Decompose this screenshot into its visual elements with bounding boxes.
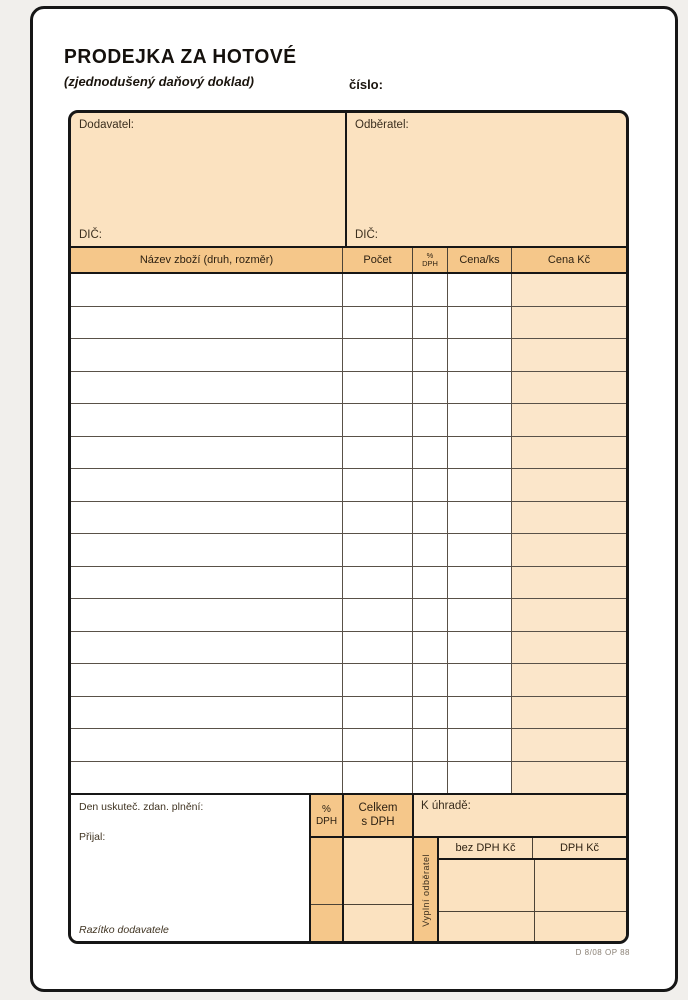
cell-total-price [512,469,626,501]
cell-item-name [71,729,343,761]
cell-total-price [512,632,626,664]
vat-header-percent: % [426,251,434,261]
column-header-total-price: Cena Kč [547,253,591,266]
cell-total-price [512,697,626,729]
cell-quantity [343,274,413,306]
cell-vat-rate [413,762,448,794]
cell-unit-price [448,339,512,371]
cell-total-price [512,437,626,469]
cell-quantity [343,729,413,761]
cell-unit-price [448,664,512,696]
total-with-vat-cell [344,795,414,838]
cell-unit-price [448,567,512,599]
customer-box [347,113,626,246]
table-row [71,762,626,794]
cell-item-name [71,502,343,534]
cell-item-name [71,274,343,306]
cell-item-name [71,664,343,696]
cell-total-price [512,404,626,436]
column-header-vat-rate [413,248,448,272]
cell-vat-rate [413,632,448,664]
table-row [71,632,626,665]
table-row [71,599,626,632]
cell-vat-rate [413,502,448,534]
vat-amount-header: DPH Kč [559,842,600,854]
cell-total-price [512,274,626,306]
cell-unit-price [448,404,512,436]
cell-unit-price [448,307,512,339]
vat-breakdown-header [439,838,626,860]
cell-vat-rate [413,469,448,501]
cell-quantity [343,307,413,339]
cell-item-name [71,534,343,566]
column-header-quantity: Počet [343,248,413,272]
total-with-vat-line1: Celkem [358,801,398,814]
cell-vat-rate [413,274,448,306]
totals-section [71,793,626,941]
cell-total-price [512,664,626,696]
cell-item-name [71,339,343,371]
cell-unit-price [448,274,512,306]
form-body [68,110,629,944]
customer-fills-in-label: Vyplní odběratel [420,854,431,927]
cell-item-name [71,404,343,436]
cell-vat-rate [413,697,448,729]
cell-total-price [512,534,626,566]
table-row [71,339,626,372]
table-row [71,469,626,502]
cell-unit-price [448,697,512,729]
cell-item-name [71,437,343,469]
table-row [71,567,626,600]
taxable-date-label: Den uskuteč. zdan. plnění: [79,801,204,813]
cell-unit-price [448,469,512,501]
cell-quantity [343,599,413,631]
table-row [71,307,626,340]
cell-vat-rate [413,372,448,404]
cell-unit-price [448,372,512,404]
vat-breakdown-column-divider [534,860,535,943]
table-row [71,534,626,567]
table-row [71,404,626,437]
cell-vat-rate [413,534,448,566]
cell-quantity [343,664,413,696]
cell-vat-rate [413,599,448,631]
cell-total-price [512,502,626,534]
cell-item-name [71,697,343,729]
table-row [71,372,626,405]
cell-unit-price [448,437,512,469]
cell-total-price [512,307,626,339]
cell-vat-rate [413,307,448,339]
form-title: PRODEJKA ZA HOTOVÉ [64,46,297,68]
print-code: D 8/08 OP 88 [575,948,630,957]
cell-unit-price [448,534,512,566]
cell-item-name [71,307,343,339]
document-number-label: číslo: [349,77,383,92]
table-row [71,502,626,535]
items-table-header [71,248,626,274]
cell-quantity [343,534,413,566]
cell-unit-price [448,729,512,761]
amount-due-cell [414,795,626,838]
supplier-tax-id-label: DIČ: [79,229,102,241]
received-by-label: Přijal: [79,831,106,843]
vat-breakdown-area [439,838,626,943]
total-entry-column [344,838,414,943]
parties-section [71,113,626,248]
cell-vat-rate [413,664,448,696]
supplier-footer-box [71,795,311,943]
table-row [71,437,626,470]
cell-quantity [343,339,413,371]
cell-unit-price [448,762,512,794]
cell-quantity [343,437,413,469]
vat-rate-entry-divider [311,904,342,905]
table-row [71,729,626,762]
items-table-body [71,274,626,793]
vat-rate-cell [311,795,344,838]
cell-vat-rate [413,729,448,761]
cell-unit-price [448,599,512,631]
vat-rate-entry-column [311,838,344,943]
vat-breakdown-rows [439,860,626,943]
cell-item-name [71,372,343,404]
cell-total-price [512,599,626,631]
vat-rate-dph: DPH [315,815,338,827]
vat-breakdown-row-divider [439,911,626,912]
cell-item-name [71,599,343,631]
cell-quantity [343,567,413,599]
column-header-unit-price: Cena/ks [448,248,512,272]
cell-vat-rate [413,437,448,469]
cell-quantity [343,469,413,501]
vat-rate-percent: % [322,804,331,815]
cell-vat-rate [413,567,448,599]
cell-vat-rate [413,404,448,436]
cell-item-name [71,567,343,599]
cell-quantity [343,697,413,729]
customer-tax-id-label: DIČ: [355,229,378,241]
total-entry-divider [344,904,412,905]
cell-quantity [343,502,413,534]
cell-total-price [512,729,626,761]
cell-total-price [512,567,626,599]
cell-quantity [343,404,413,436]
column-header-item-name: Název zboží (druh, rozměr) [71,248,343,272]
cell-total-price [512,762,626,794]
cell-unit-price [448,632,512,664]
supplier-stamp-label: Razítko dodavatele [79,924,169,936]
cell-quantity [343,372,413,404]
cell-total-price [512,372,626,404]
table-row [71,274,626,307]
amount-due-label: K úhradě: [421,800,471,812]
table-row [71,664,626,697]
cell-item-name [71,469,343,501]
customer-fills-in-strip [414,838,439,943]
cell-quantity [343,632,413,664]
cell-total-price [512,339,626,371]
supplier-label: Dodavatel: [79,119,134,131]
supplier-box [71,113,347,246]
form-subtitle: (zjednodušený daňový doklad) [64,74,254,89]
cell-item-name [71,632,343,664]
cell-vat-rate [413,339,448,371]
table-row [71,697,626,730]
customer-label: Odběratel: [355,119,409,131]
cell-quantity [343,762,413,794]
cell-item-name [71,762,343,794]
vat-header-dph: DPH [422,259,438,268]
without-vat-header: bez DPH Kč [439,838,533,858]
total-with-vat-line2: s DPH [361,815,395,828]
cell-unit-price [448,502,512,534]
